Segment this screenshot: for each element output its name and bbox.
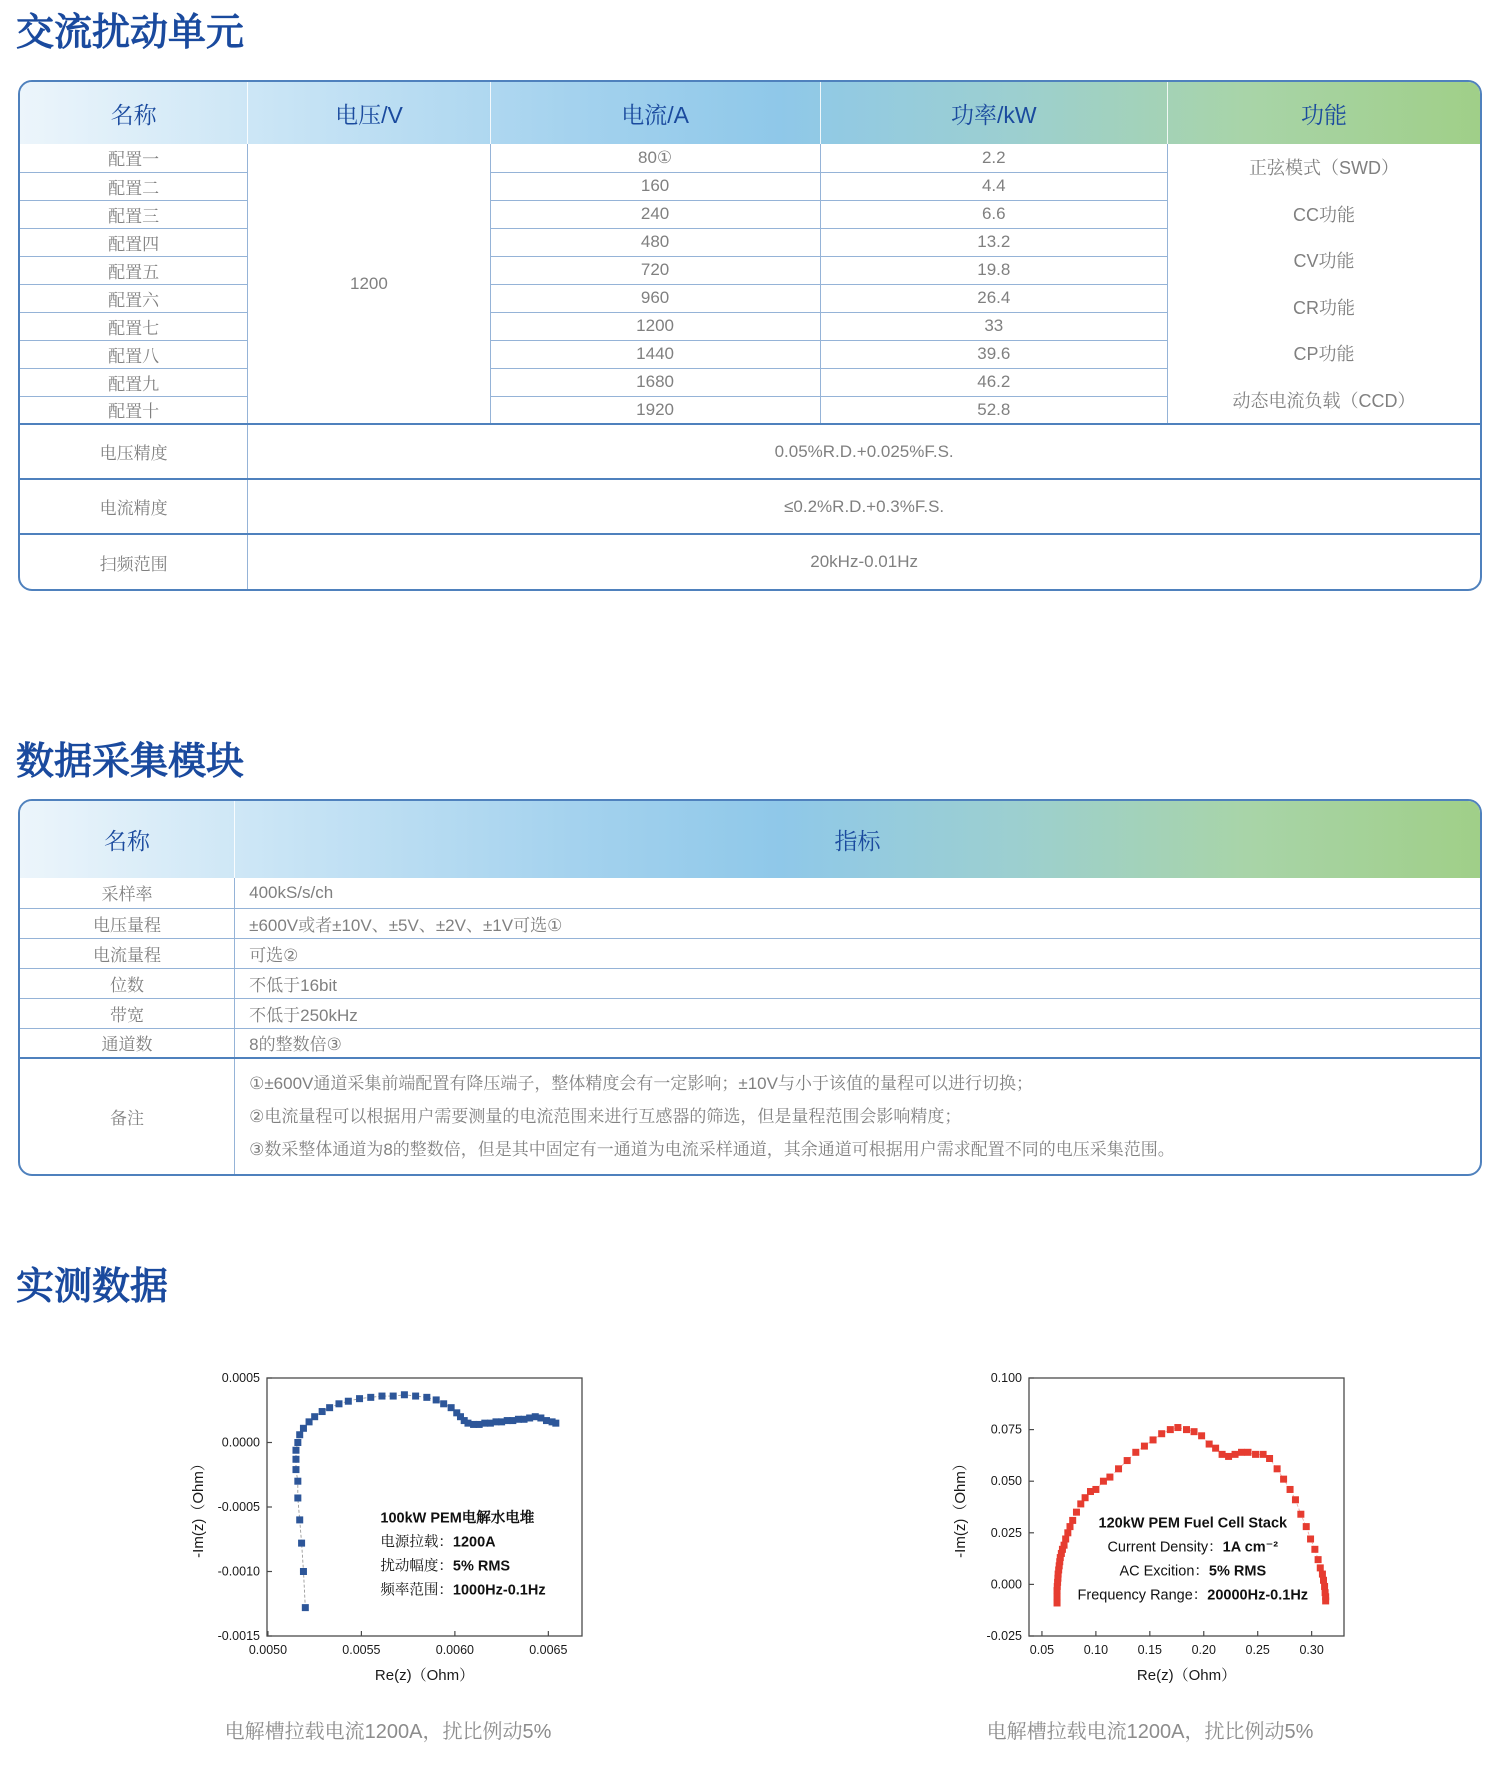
spec-row [20,998,1480,1028]
data-point [1141,1443,1148,1450]
current-cell: 1680 [490,368,820,396]
data-point [1066,1523,1073,1530]
annotation-line: Frequency Range：20000Hz-0.1Hz [1077,1587,1309,1604]
voltage-merged-cell: 1200 [248,144,490,424]
x-tick-label: 0.0060 [435,1643,474,1657]
config-name-cell: 配置八 [20,340,248,368]
data-point [1206,1441,1213,1448]
data-point [1320,1577,1327,1584]
spec-row [20,968,1480,998]
data-point [1064,1529,1071,1536]
spec-label-cell: 采样率 [20,878,235,908]
data-point [1100,1478,1107,1485]
table2-body [20,878,1480,1174]
x-tick-label: 0.30 [1299,1643,1324,1657]
chart-caption: 电解槽拉载电流1200A，扰比例动5% [224,1721,552,1743]
power-cell: 6.6 [820,200,1167,228]
section-title-measured-data: 实测数据 [16,1266,169,1308]
data-point [1225,1453,1232,1460]
spec-row [20,878,1480,908]
chart-block [945,1370,1355,1744]
y-tick-label: 0.0005 [221,1371,260,1385]
spec-footer-row [20,479,1480,534]
spec-value-cell: 不低于250kHz [235,998,1480,1028]
data-point [1092,1486,1099,1493]
annotation-line: 电源拉载：1200A [380,1534,496,1551]
power-cell: 33 [820,312,1167,340]
data-point [300,1568,307,1575]
nyquist-chart-fuel-cell [945,1370,1355,1688]
data-point [294,1478,301,1485]
y-tick-label: -0.025 [986,1629,1022,1643]
data-point [1174,1424,1181,1431]
spec-label-cell: 通道数 [20,1028,235,1058]
x-tick-label: 0.05 [1029,1643,1055,1657]
data-point [1292,1496,1299,1503]
data-point [1315,1556,1322,1563]
y-tick-label: 0.075 [990,1422,1022,1437]
data-point [345,1398,352,1405]
data-point [326,1404,333,1411]
data-point [423,1394,430,1401]
data-point [1054,1593,1061,1600]
data-point [296,1516,303,1523]
function-item: CR功能 [1293,297,1356,318]
spec-row [20,908,1480,938]
y-tick-label: 0.025 [990,1525,1022,1540]
data-point [1219,1451,1226,1458]
data-point [1124,1457,1131,1464]
data-point [1321,1583,1328,1590]
y-tick-label: 0.100 [990,1371,1022,1385]
power-cell: 2.2 [820,144,1167,172]
chart-caption: 电解槽拉载电流1200A，扰比例动5% [986,1721,1314,1743]
data-point [1238,1449,1245,1456]
x-tick-label: 0.15 [1137,1643,1162,1657]
function-item: CP功能 [1293,344,1355,365]
data-point [1317,1564,1324,1571]
data-point [1158,1430,1165,1437]
data-point [1280,1476,1287,1483]
data-point [1252,1451,1259,1458]
data-point [1287,1486,1294,1493]
section-title-data-acquisition: 数据采集模块 [16,741,245,783]
x-axis-title: Re(z)（Ohm） [1136,1667,1237,1684]
spec-footer-value: 20kHz-0.01Hz [248,534,1480,589]
col-header-function: 功能 [1168,82,1480,144]
annotation-line: AC Excition：5% RMS [1119,1563,1267,1580]
data-point [302,1604,309,1611]
config-name-cell: 配置四 [20,228,248,256]
function-item: 正弦模式（SWD） [1249,158,1400,179]
config-name-cell: 配置七 [20,312,248,340]
data-point [356,1395,363,1402]
y-tick-label: 0.000 [990,1577,1022,1592]
current-cell: 480 [490,228,820,256]
config-name-cell: 配置十 [20,396,248,424]
data-point [390,1393,397,1400]
col-header-name: 名称 [110,101,157,128]
data-point [1167,1426,1174,1433]
data-point [1077,1500,1084,1507]
power-cell: 19.8 [820,256,1167,284]
function-merged-cell [1168,144,1480,424]
function-item: 动态电流负载（CCD） [1232,390,1416,411]
power-cell: 52.8 [820,396,1167,424]
current-cell: 960 [490,284,820,312]
data-point [335,1400,342,1407]
data-point [1054,1599,1061,1606]
data-point [300,1425,307,1432]
x-tick-label: 0.10 [1083,1643,1109,1657]
spec-footer-label: 电压精度 [20,424,248,479]
current-cell: 1920 [490,396,820,424]
data-point [1198,1432,1205,1439]
data-point [1150,1436,1157,1443]
data-point [1073,1509,1080,1516]
data-point [1303,1523,1310,1530]
x-axis-title: Re(z)（Ohm） [374,1667,475,1684]
config-name-cell: 配置一 [20,144,248,172]
y-tick-label: -0.0010 [217,1564,260,1579]
current-cell: 80① [490,144,820,172]
data-point [1319,1571,1326,1578]
remark-value-cell [235,1058,1480,1174]
col-header-power: 功率/kW [820,82,1167,144]
function-item: CC功能 [1293,204,1356,225]
config-name-cell: 配置六 [20,284,248,312]
annotation-title: 120kW PEM Fuel Cell Stack [1098,1515,1288,1532]
data-acquisition-table [18,799,1482,1176]
spec-value-cell: 可选② [235,938,1480,968]
spec-value-cell: ±600V或者±10V、±5V、±2V、±1V可选① [235,908,1480,938]
spec-footer-value: 0.05%R.D.+0.025%F.S. [248,424,1480,479]
spec-footer-value: ≤0.2%R.D.+0.3%F.S. [248,479,1480,534]
data-point [1297,1511,1304,1518]
function-list [1168,144,1480,423]
y-axis-title: -Im(z)（Ohm） [190,1456,207,1558]
charts-container [0,1370,1500,1744]
x-tick-label: 0.0050 [248,1643,288,1657]
current-cell: 720 [490,256,820,284]
data-point [294,1494,301,1501]
data-point [1082,1494,1089,1501]
data-point [294,1439,301,1446]
current-cell: 1440 [490,340,820,368]
data-point [1232,1451,1239,1458]
col-header-name2: 名称 [104,828,151,854]
data-point [378,1393,385,1400]
power-cell: 46.2 [820,368,1167,396]
spec-footer-label: 扫频范围 [20,534,248,589]
y-tick-label: 0.0000 [221,1435,260,1450]
spec-footer-row [20,424,1480,479]
x-tick-label: 0.0065 [529,1643,568,1657]
spec-value-cell: 400kS/s/ch [235,878,1480,908]
x-tick-label: 0.25 [1245,1643,1270,1657]
remark-line: ③数采整体通道为8的整数倍，但是其中固定有一通道为电流采样通道，其余通道可根据用户需求配置不同的电压采集范围。 [249,1140,1175,1159]
y-axis-title: -Im(z)（Ohm） [952,1456,969,1558]
annotation-line: 频率范围：1000Hz-0.1Hz [380,1582,546,1599]
spec-label-cell: 位数 [20,968,235,998]
data-point [292,1447,299,1454]
annotation-line: 扰动幅度：5% RMS [380,1558,511,1575]
ac-disturbance-table [18,80,1482,591]
data-point [433,1396,440,1403]
data-point [1244,1449,1251,1456]
data-point [367,1394,374,1401]
spec-footer-label: 电流精度 [20,479,248,534]
data-point [1183,1426,1190,1433]
spec-row [20,1028,1480,1058]
data-point [1311,1546,1318,1553]
remark-line: ②电流量程可以根据用户需要测量的电流范围来进行互感器的筛选，但是量程范围会影响精度； [249,1107,962,1126]
table1-body [20,144,1480,589]
data-point [440,1400,447,1407]
current-cell: 1200 [490,312,820,340]
nyquist-chart-electrolyzer [183,1370,593,1688]
data-point [1115,1465,1122,1472]
data-point [311,1413,318,1420]
spec-label-cell: 带宽 [20,998,235,1028]
y-tick-label: -0.0015 [217,1629,260,1643]
data-point [319,1408,326,1415]
x-tick-label: 0.20 [1191,1643,1216,1657]
spec-footer-row [20,534,1480,589]
annotation-line: Current Density：1A cm⁻² [1107,1539,1279,1556]
data-point [1061,1542,1068,1549]
y-tick-label: -0.0005 [217,1500,260,1514]
data-point [1191,1428,1198,1435]
data-line [296,1395,556,1608]
spec-row [20,938,1480,968]
data-point [1069,1517,1076,1524]
spec-value-cell: 不低于16bit [235,968,1480,998]
spec-value-cell: 8的整数倍③ [235,1028,1480,1058]
data-point [292,1466,299,1473]
power-cell: 26.4 [820,284,1167,312]
function-item: CV功能 [1293,251,1355,272]
config-name-cell: 配置九 [20,368,248,396]
remark-row [20,1058,1480,1174]
data-point [1274,1465,1281,1472]
data-point [1322,1597,1329,1604]
data-point [401,1391,408,1398]
section-title-ac-disturbance-unit: 交流扰动单元 [16,12,245,54]
data-point [412,1393,419,1400]
data-point [296,1431,303,1438]
current-cell: 240 [490,200,820,228]
col-header-voltage: 电压/V [248,82,490,144]
col-header-spec: 指标 [235,801,1480,878]
data-point [1266,1455,1273,1462]
data-point [552,1420,559,1427]
data-point [1132,1449,1139,1456]
data-point [1260,1451,1267,1458]
config-row [20,144,1480,172]
spec-label-cell: 电流量程 [20,938,235,968]
config-name-cell: 配置五 [20,256,248,284]
power-cell: 39.6 [820,340,1167,368]
table1-header-row [20,82,1480,144]
remark-label-cell: 备注 [20,1058,235,1174]
y-tick-label: 0.050 [990,1474,1022,1489]
config-name-cell: 配置二 [20,172,248,200]
current-cell: 160 [490,172,820,200]
power-cell: 4.4 [820,172,1167,200]
data-point [1307,1535,1314,1542]
x-tick-label: 0.0055 [342,1643,381,1657]
data-point [1212,1445,1219,1452]
data-point [1106,1474,1113,1481]
remark-line: ①±600V通道采集前端配置有降压端子，整体精度会有一定影响；±10V与小于该值的量程可以进行切换； [249,1074,1033,1093]
power-cell: 13.2 [820,228,1167,256]
data-point [292,1456,299,1463]
spec-label-cell: 电压量程 [20,908,235,938]
col-header-current: 电流/A [490,82,820,144]
chart-block [183,1370,593,1744]
data-point [298,1540,305,1547]
data-point [1062,1535,1069,1542]
annotation-title: 100kW PEM电解水电堆 [380,1510,535,1527]
table2-header-row [20,801,1480,878]
config-name-cell: 配置三 [20,200,248,228]
